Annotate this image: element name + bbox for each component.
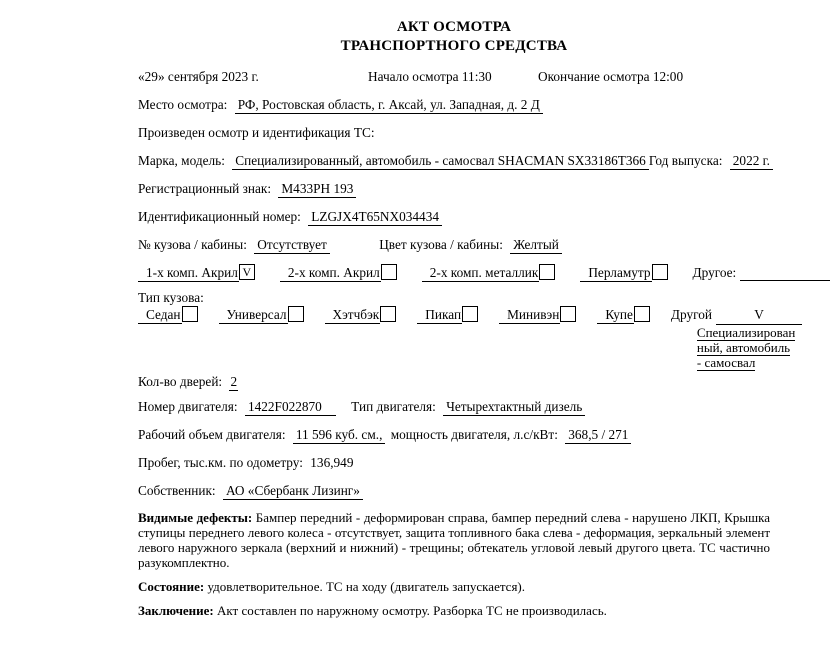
body-type-option-label: Хэтчбэк (325, 307, 381, 324)
checkbox-paint-metallic-2k[interactable] (539, 264, 555, 280)
year-group (649, 152, 773, 169)
body-type-other-mark[interactable]: V (716, 306, 802, 325)
condition-label: Состояние: (138, 579, 205, 594)
mileage-row (138, 454, 770, 471)
body-type-option-label: Универсал (219, 307, 288, 324)
paint-option-acryl-1k (138, 264, 255, 281)
checkbox-paint-acryl-1k[interactable]: V (239, 264, 255, 280)
body-number-label: № кузова / кабины: (138, 237, 247, 252)
condition-paragraph (138, 579, 770, 594)
checkbox-minivan[interactable] (560, 306, 576, 322)
engine-number-value: 1422F022870 (245, 399, 336, 416)
body-type-other-label: Другой (670, 307, 712, 322)
reg-label: Регистрационный знак: (138, 181, 272, 196)
paint-option-label: Перламутр (580, 265, 651, 282)
defects-label: Видимые дефекты: (138, 510, 253, 525)
body-color-label: Цвет кузова / кабины: (379, 237, 503, 252)
paint-option-metallic-2k (422, 264, 556, 281)
body-type-other-group (671, 306, 797, 370)
checkbox-pickup[interactable] (462, 306, 478, 322)
body-number-value: Отсутствует (254, 237, 330, 254)
document-title (138, 18, 770, 56)
year-value: 2022 г. (730, 153, 773, 170)
doors-value: 2 (230, 374, 238, 389)
checkbox-paint-pearl[interactable] (652, 264, 668, 280)
paint-option-label: 1-х комп. Акрил (138, 265, 239, 282)
checkbox-hatchback[interactable] (380, 306, 396, 322)
checkbox-sedan[interactable] (182, 306, 198, 322)
engine-volume-label: Рабочий объем двигателя: (138, 427, 286, 442)
paint-option-label: 2-х комп. металлик (422, 265, 540, 282)
paint-option-label: 2-х комп. Акрил (280, 265, 381, 282)
vin-label: Идентификационный номер: (138, 209, 301, 224)
body-number-color-row (138, 236, 770, 253)
body-type-hatchback (325, 306, 397, 323)
engine-volume-value: 11 596 куб. см., (293, 427, 386, 444)
paint-other-label: Другое: (692, 265, 737, 280)
model-value: Специализированный, автомобиль - самосвал SHACMAN SX33186T366 (232, 153, 649, 170)
owner-value: АО «Сбербанк Лизинг» (223, 483, 363, 500)
doors-row (138, 373, 770, 390)
owner-row (138, 482, 770, 499)
body-type-option-label: Пикап (417, 307, 462, 324)
model-label: Марка, модель: (138, 153, 225, 168)
reg-value: М433РН 193 (278, 181, 356, 198)
conclusion-paragraph (138, 603, 770, 618)
body-type-sedan (138, 306, 198, 323)
body-type-other-value-line: - самосвал (696, 355, 756, 370)
inspection-date: «29» сентября 2023 г. (138, 69, 259, 84)
checkbox-wagon[interactable] (288, 306, 304, 322)
paint-other-value[interactable] (740, 265, 830, 281)
body-type-other-value-line: ный, автомобиль (696, 340, 791, 355)
defects-text: Бампер передний - деформирован справа, бампер передний слева - нарушено ЛКП, Крышка ступицы переднего левого колеса - отсутствует, защита топливного бака слева - деформация, зеркальный элемент левого наружного зеркала (верхний и нижний) - трещины; обтекатель угловой левый другого цвета. ТС частично разукомплектно. (138, 510, 770, 570)
place-value: РФ, Ростовская область, г. Аксай, ул. Западная, д. 2 Д (235, 97, 543, 114)
vin-value: LZGJX4T65NX034434 (308, 209, 442, 226)
doors-label: Кол-во дверей: (138, 374, 223, 389)
paint-other-group (693, 264, 831, 281)
model-year-row (138, 152, 770, 169)
condition-text: удовлетворительное. ТС на ходу (двигатель запускается). (207, 579, 526, 594)
engine-type-label: Тип двигателя: (351, 399, 436, 414)
paint-option-pearl (580, 264, 667, 281)
inspection-note: Произведен осмотр и идентификация ТС: (138, 125, 375, 140)
paint-options-row (138, 264, 770, 281)
defects-paragraph (138, 510, 770, 570)
body-type-wagon (219, 306, 304, 323)
engine-power-label: мощность двигателя, л.с/кВт: (390, 427, 558, 442)
body-type-other-value (671, 325, 797, 370)
conclusion-text: Акт составлен по наружному осмотру. Разборка ТС не производилась. (217, 603, 607, 618)
vin-row (138, 208, 770, 225)
title-line-2: ТРАНСПОРТНОГО СРЕДСТВА (340, 38, 568, 54)
model-group (138, 152, 649, 169)
body-type-minivan (499, 306, 576, 323)
body-type-other-top (671, 307, 802, 322)
engine-power-value: 368,5 / 271 (565, 427, 631, 444)
body-type-option-label: Купе (597, 307, 634, 324)
owner-label: Собственник: (138, 483, 216, 498)
paint-option-acryl-2k (280, 264, 397, 281)
engine-volume-row (138, 426, 770, 443)
year-label: Год выпуска: (648, 153, 723, 168)
body-type-option-label: Седан (138, 307, 182, 324)
mileage-value: 136,949 (310, 455, 354, 470)
header-row (138, 68, 770, 85)
body-type-option-label: Минивэн (499, 307, 560, 324)
conclusion-label: Заключение: (138, 603, 214, 618)
checkbox-paint-acryl-2k[interactable] (381, 264, 397, 280)
reg-row (138, 180, 770, 197)
body-type-row (138, 306, 796, 370)
inspection-start-time: Начало осмотра 11:30 (368, 69, 492, 84)
body-type-coupe (597, 306, 650, 323)
engine-number-label: Номер двигателя: (138, 399, 238, 414)
body-type-other-value-line: Специализирован (696, 325, 796, 340)
place-label: Место осмотра: (138, 97, 228, 112)
engine-type-value: Четырехтактный дизель (443, 399, 585, 416)
mileage-label: Пробег, тыс.км. по одометру: (138, 455, 303, 470)
body-color-value: Желтый (510, 237, 562, 254)
body-type-pickup (417, 306, 478, 323)
inspection-end-time: Окончание осмотра 12:00 (538, 69, 684, 84)
checkbox-coupe[interactable] (634, 306, 650, 322)
body-type-label: Тип кузова: (138, 290, 204, 305)
place-row (138, 96, 770, 113)
title-line-1: АКТ ОСМОТРА (396, 19, 512, 35)
engine-number-row (138, 398, 770, 415)
